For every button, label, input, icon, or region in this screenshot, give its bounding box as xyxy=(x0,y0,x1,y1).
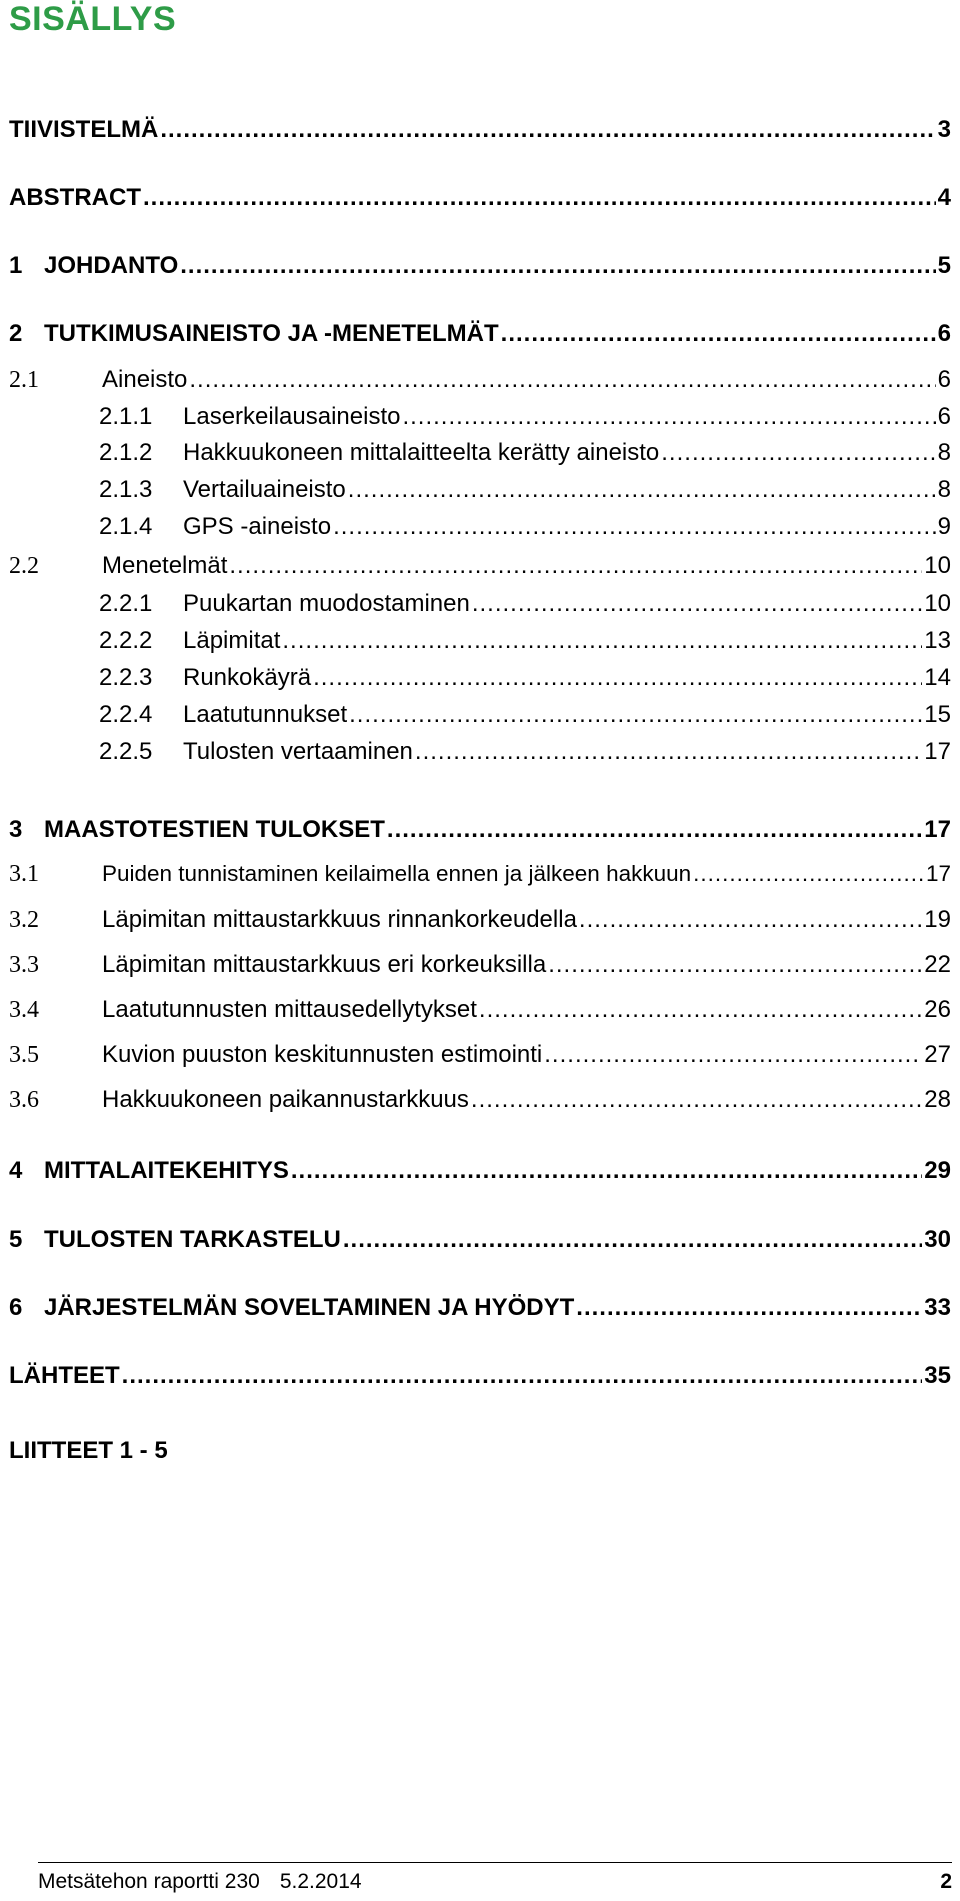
toc-entry-kuvion-puusto[interactable] xyxy=(9,1041,951,1075)
toc-entry-label: Runkokäyrä xyxy=(183,664,312,691)
toc-entry-page: 6 xyxy=(937,403,951,430)
toc-entry-label: ABSTRACT xyxy=(9,184,141,211)
toc-entry-number: 2.1.4 xyxy=(99,513,153,540)
toc-leader-dots xyxy=(348,476,936,504)
toc-entry-maastotestien-tulokset[interactable] xyxy=(9,816,951,850)
footer-page-number: 2 xyxy=(940,1870,952,1893)
toc-entry-label: GPS -aineisto xyxy=(183,513,332,540)
toc-entry-label: Läpimitan mittaustarkkuus rinnankorkeudella xyxy=(102,906,577,933)
toc-leader-dots xyxy=(189,366,935,394)
toc-entry-label: LÄHTEET xyxy=(9,1362,120,1389)
toc-entry-label: MITTALAITEKEHITYS xyxy=(44,1157,289,1184)
toc-entry-page: 3 xyxy=(937,116,951,143)
toc-entry-page: 17 xyxy=(924,738,951,765)
toc-entry-label: Läpimitat xyxy=(183,627,281,654)
toc-entry-tiivistelma[interactable] xyxy=(9,116,951,150)
toc-entry-label: JOHDANTO xyxy=(44,252,179,279)
toc-entry-label: Laserkeilausaineisto xyxy=(183,403,401,430)
toc-entry-label: Puukartan muodostaminen xyxy=(183,590,470,617)
toc-entry-label: Läpimitan mittaustarkkuus eri korkeuksilla xyxy=(102,951,547,978)
toc-entry-hakkuukone-aineisto[interactable] xyxy=(99,439,951,473)
toc-entry-number: 1 xyxy=(9,252,23,279)
toc-entry-lapimitan-korkeudet[interactable] xyxy=(9,951,951,985)
footer-divider xyxy=(38,1862,952,1863)
toc-entry-label: LIITTEET 1 - 5 xyxy=(9,1437,168,1464)
toc-leader-dots xyxy=(349,701,922,729)
toc-entry-page: 17 xyxy=(925,861,951,886)
toc-entry-aineisto[interactable] xyxy=(9,366,951,400)
toc-entry-page: 17 xyxy=(924,816,951,843)
toc-entry-number: 2.1.2 xyxy=(99,439,153,466)
toc-entry-mittalaitekehitys[interactable] xyxy=(9,1157,951,1191)
toc-leader-dots xyxy=(661,439,935,467)
toc-leader-dots xyxy=(579,906,922,934)
toc-entry-page: 8 xyxy=(937,439,951,466)
toc-entry-laatutunnusten-mittaus[interactable] xyxy=(9,996,951,1030)
page-title: SISÄLLYS xyxy=(9,0,177,38)
toc-entry-page: 9 xyxy=(937,513,951,540)
toc-entry-page: 35 xyxy=(924,1362,951,1389)
toc-entry-number: 5 xyxy=(9,1226,23,1253)
footer-report-name: Metsätehon raportti 230 xyxy=(38,1870,260,1893)
toc-entry-page: 8 xyxy=(937,476,951,503)
toc-entry-page: 13 xyxy=(924,627,951,654)
toc-entry-label: Laatutunnukset xyxy=(183,701,348,728)
toc-leader-dots xyxy=(472,590,922,618)
toc-entry-label: Menetelmät xyxy=(102,552,228,579)
toc-leader-dots xyxy=(313,664,922,692)
toc-entry-page: 5 xyxy=(937,252,951,279)
toc-entry-page: 29 xyxy=(924,1157,951,1184)
toc-entry-puiden-tunnistaminen[interactable] xyxy=(9,861,951,895)
toc-entry-number: 3.5 xyxy=(9,1042,39,1068)
toc-entry-label: TUTKIMUSAINEISTO JA -MENETELMÄT xyxy=(44,320,499,347)
toc-entry-number: 2.2.2 xyxy=(99,627,153,654)
footer-date: 5.2.2014 xyxy=(279,1870,362,1893)
toc-entry-gps-aineisto[interactable] xyxy=(99,513,951,547)
toc-entry-number: 2.2 xyxy=(9,553,39,579)
toc-leader-dots xyxy=(471,1086,922,1114)
toc-entry-puukartta[interactable] xyxy=(99,590,951,624)
toc-entry-lapimitan-rinnankorkeus[interactable] xyxy=(9,906,951,940)
toc-entry-number: 3.2 xyxy=(9,907,39,933)
toc-entry-page: 30 xyxy=(924,1226,951,1253)
toc-entry-number: 2.1.1 xyxy=(99,403,153,430)
toc-entry-page: 14 xyxy=(924,664,951,691)
toc-entry-liitteet[interactable] xyxy=(9,1437,951,1471)
toc-entry-vertailuaineisto[interactable] xyxy=(99,476,951,510)
toc-entry-label: Tulosten vertaaminen xyxy=(183,738,413,765)
toc-entry-lapimitat[interactable] xyxy=(99,627,951,661)
toc-entry-label: JÄRJESTELMÄN SOVELTAMINEN JA HYÖDYT xyxy=(44,1294,575,1321)
toc-entry-tulosten-tarkastelu[interactable] xyxy=(9,1226,951,1260)
toc-entry-number: 6 xyxy=(9,1294,23,1321)
toc-entry-label: TULOSTEN TARKASTELU xyxy=(44,1226,341,1253)
toc-entry-number: 2.2.5 xyxy=(99,738,153,765)
toc-entry-number: 3.1 xyxy=(9,861,39,887)
toc-entry-label: Aineisto xyxy=(102,366,188,393)
toc-entry-number: 2.1 xyxy=(9,367,39,393)
toc-leader-dots xyxy=(291,1157,922,1185)
toc-entry-label: TIIVISTELMÄ xyxy=(9,116,159,143)
toc-leader-dots xyxy=(180,252,935,280)
toc-entry-menetelmat[interactable] xyxy=(9,552,951,586)
toc-entry-label: Kuvion puuston keskitunnusten estimointi xyxy=(102,1041,543,1068)
toc-entry-jarjestelman-soveltaminen[interactable] xyxy=(9,1294,951,1328)
toc-entry-number: 2.2.4 xyxy=(99,701,153,728)
toc-entry-page: 10 xyxy=(924,552,951,579)
toc-leader-dots xyxy=(479,996,922,1024)
toc-leader-dots xyxy=(693,861,924,887)
page-footer xyxy=(38,1870,952,1898)
toc-entry-page: 26 xyxy=(924,996,951,1023)
toc-leader-dots xyxy=(122,1362,923,1390)
toc-entry-page: 19 xyxy=(924,906,951,933)
toc-entry-number: 3.3 xyxy=(9,952,39,978)
toc-entry-paikannustarkkuus[interactable] xyxy=(9,1086,951,1120)
toc-entry-number: 2.2.1 xyxy=(99,590,153,617)
toc-entry-page: 27 xyxy=(924,1041,951,1068)
toc-entry-page: 4 xyxy=(937,184,951,211)
toc-entry-page: 6 xyxy=(937,366,951,393)
toc-leader-dots xyxy=(576,1294,922,1322)
toc-entry-number: 3 xyxy=(9,816,23,843)
toc-leader-dots xyxy=(548,951,922,979)
toc-entry-page: 15 xyxy=(924,701,951,728)
toc-entry-laatutunnukset[interactable] xyxy=(99,701,951,735)
toc-leader-dots xyxy=(387,816,922,844)
toc-entry-page: 6 xyxy=(937,320,951,347)
toc-leader-dots xyxy=(402,403,935,431)
toc-entry-page: 28 xyxy=(924,1086,951,1113)
toc-entry-number: 2 xyxy=(9,320,23,347)
toc-entry-tutkimusaineisto[interactable] xyxy=(9,320,951,354)
toc-entry-number: 3.6 xyxy=(9,1087,39,1113)
toc-entry-page: 10 xyxy=(924,590,951,617)
toc-entry-page: 22 xyxy=(924,951,951,978)
toc-entry-number: 2.2.3 xyxy=(99,664,153,691)
toc-leader-dots xyxy=(415,738,922,766)
toc-entry-lahteet[interactable] xyxy=(9,1362,951,1396)
toc-leader-dots xyxy=(333,513,936,541)
toc-entry-label: Hakkuukoneen mittalaitteelta kerätty aineisto xyxy=(183,439,660,466)
toc-entry-laserkeilausaineisto[interactable] xyxy=(99,403,951,437)
toc-entry-page: 33 xyxy=(924,1294,951,1321)
toc-leader-dots xyxy=(160,116,935,144)
toc-leader-dots xyxy=(343,1226,922,1254)
toc-entry-johdanto[interactable] xyxy=(9,252,951,286)
toc-entry-label: Vertailuaineisto xyxy=(183,476,346,503)
toc-entry-label: Puiden tunnistaminen keilaimella ennen ja jälkeen hakkuun xyxy=(102,861,692,886)
toc-leader-dots xyxy=(143,184,936,212)
toc-leader-dots xyxy=(282,627,922,655)
toc-entry-label: MAASTOTESTIEN TULOKSET xyxy=(44,816,385,843)
toc-leader-dots xyxy=(544,1041,922,1069)
toc-entry-number: 3.4 xyxy=(9,997,39,1023)
toc-leader-dots xyxy=(229,552,922,580)
toc-leader-dots xyxy=(501,320,936,348)
toc-entry-number: 4 xyxy=(9,1157,23,1184)
toc-entry-tulosten-vertaaminen[interactable] xyxy=(99,738,951,772)
toc-entry-label: Hakkuukoneen paikannustarkkuus xyxy=(102,1086,469,1113)
toc-entry-abstract[interactable] xyxy=(9,184,951,218)
toc-entry-runkokayra[interactable] xyxy=(99,664,951,698)
toc-entry-number: 2.1.3 xyxy=(99,476,153,503)
toc-entry-label: Laatutunnusten mittausedellytykset xyxy=(102,996,477,1023)
